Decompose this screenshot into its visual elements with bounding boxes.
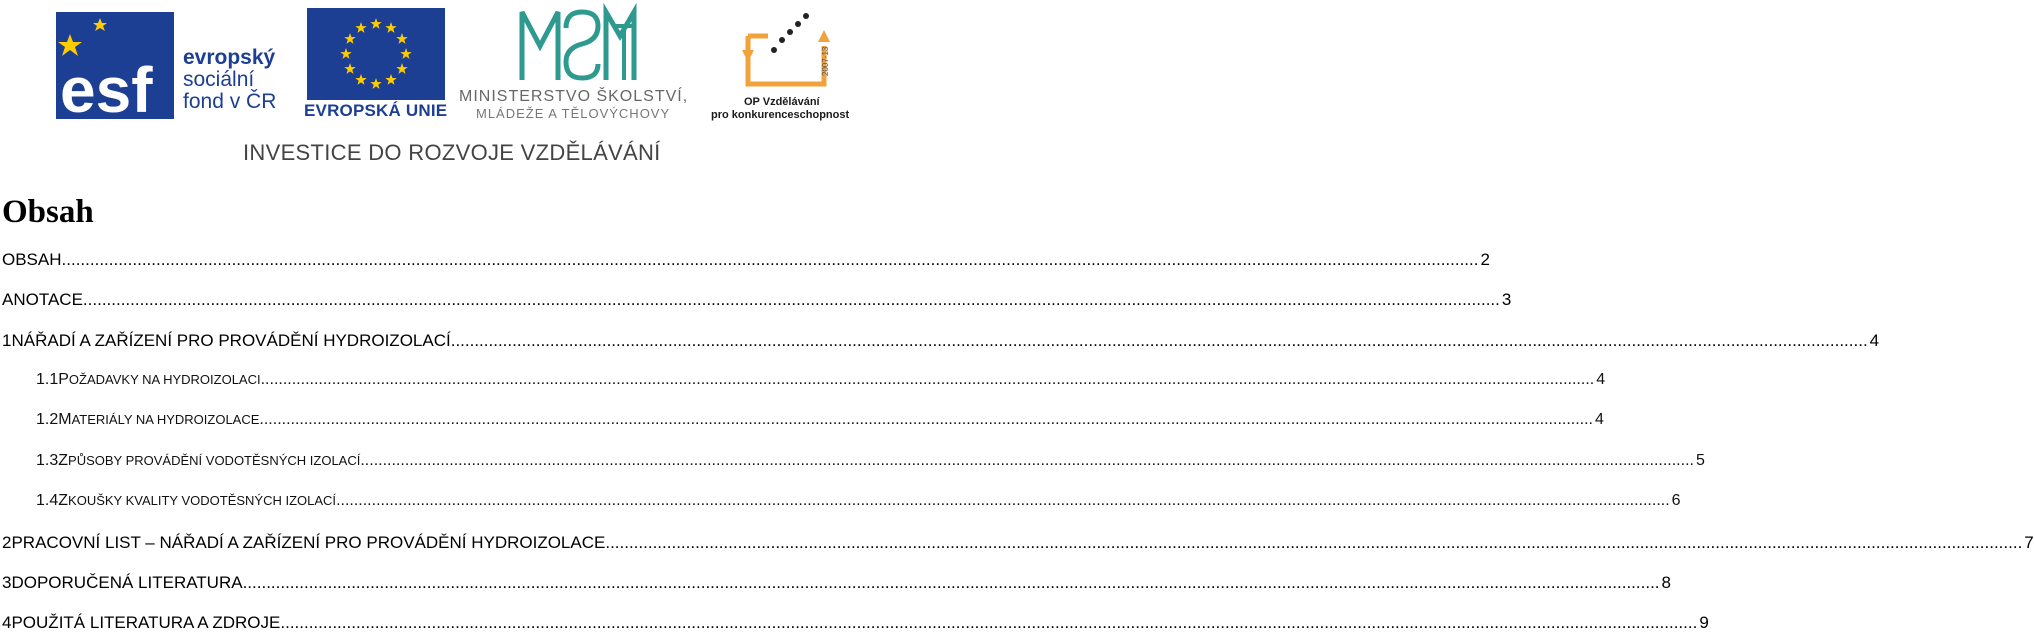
toc-title: OBSAH <box>2 250 62 269</box>
eu-star <box>385 74 396 85</box>
eu-star <box>396 63 407 74</box>
toc-page: 8 <box>1661 573 1671 592</box>
msmt-logo-mark <box>518 6 638 86</box>
esf-logo-mark <box>56 12 174 126</box>
toc-entry-chapter-1[interactable] <box>2 331 1880 351</box>
toc-leader: ............................................................................................................................................................................................................................................................................................................ <box>61 250 1479 269</box>
toc-entry-section-1-4[interactable] <box>2 492 1681 512</box>
eu-star <box>370 78 381 89</box>
eu-star <box>400 48 411 59</box>
toc-page: 4 <box>1596 371 1606 388</box>
toc-leader: ............................................................................................................................................................................................................................................................................................................ <box>450 331 1868 350</box>
op-line-2: pro konkurenceschopnost <box>711 109 850 121</box>
toc-leader: ............................................................................................................................................................................................................................................................................................................ <box>82 290 1500 309</box>
toc-title: ANOTACE <box>2 290 83 309</box>
msmt-line-2: MLÁDEŽE A TĚLOVÝCHOVY <box>476 106 671 121</box>
eu-star <box>370 18 381 29</box>
toc-leader: ............................................................................................................................................................................................................................................................................................................ <box>259 411 1593 428</box>
toc-leader: ............................................................................................................................................................................................................................................................................................................ <box>336 492 1670 509</box>
toc-title: PRACOVNÍ LIST – NÁŘADÍ A ZAŘÍZENÍ PRO PROVÁDĚNÍ HYDROIZOLACE <box>11 533 606 552</box>
toc-leader: ............................................................................................................................................................................................................................................................................................................ <box>605 533 2023 552</box>
eu-star <box>355 74 366 85</box>
toc-entry-chapter-2[interactable] <box>2 533 2034 553</box>
toc-page: 9 <box>1699 613 1709 632</box>
eu-star <box>385 22 396 33</box>
toc-entry-section-1-1[interactable] <box>2 371 1606 391</box>
toc-page: 5 <box>1695 452 1705 469</box>
toc-page: 6 <box>1671 492 1681 509</box>
toc-entry-chapter-3[interactable] <box>2 573 1671 593</box>
toc-leader: ............................................................................................................................................................................................................................................................................................................ <box>242 573 1660 592</box>
toc-title: NÁŘADÍ A ZAŘÍZENÍ PRO PROVÁDĚNÍ HYDROIZOLACÍ <box>11 331 451 350</box>
esf-line-1: evropský <box>183 46 276 69</box>
toc-entry-chapter-4[interactable] <box>2 613 1709 633</box>
eu-star <box>396 33 407 44</box>
toc-entry-obsah[interactable] <box>2 250 1490 270</box>
toc-number: 1.4 <box>36 492 59 509</box>
toc-number: 2 <box>2 533 12 552</box>
toc-page: 4 <box>1595 411 1604 428</box>
eu-star <box>340 48 351 59</box>
toc-title: MATERIÁLY NA HYDROIZOLACE <box>58 411 260 428</box>
toc-entry-section-1-2[interactable] <box>2 411 1604 431</box>
toc-number: 4 <box>2 613 12 632</box>
page-heading: Obsah <box>2 194 94 230</box>
toc-title: POUŽITÁ LITERATURA A ZDROJE <box>11 613 281 632</box>
toc-page: 3 <box>1501 290 1512 309</box>
toc-title: DOPORUČENÁ LITERATURA <box>11 573 243 592</box>
toc-entry-anotace[interactable] <box>2 290 1512 310</box>
logo-banner <box>0 0 960 170</box>
toc-leader: ............................................................................................................................................................................................................................................................................................................ <box>360 452 1694 469</box>
eu-star <box>355 22 366 33</box>
toc-page: 2 <box>1480 250 1490 269</box>
toc-title: ZPŮSOBY PROVÁDĚNÍ VODOTĚSNÝCH IZOLACÍ <box>58 452 361 469</box>
eu-star <box>344 33 355 44</box>
toc-leader: ............................................................................................................................................................................................................................................................................................................ <box>260 371 1595 388</box>
toc-page: 7 <box>2024 533 2034 552</box>
msmt-line-1: MINISTERSTVO ŠKOLSTVÍ, <box>459 88 689 105</box>
toc-number: 3 <box>2 573 12 592</box>
toc-leader: ............................................................................................................................................................................................................................................................................................................ <box>280 613 1698 632</box>
esf-line-3: fond v ČR <box>183 90 277 113</box>
op-line-1: OP Vzdělávání <box>744 96 820 108</box>
esf-logo-text <box>183 47 303 113</box>
op-logo-mark <box>738 6 838 94</box>
eu-flag-logo <box>307 8 445 100</box>
toc-entry-section-1-3[interactable] <box>2 452 1705 472</box>
eu-star <box>344 63 355 74</box>
tagline: INVESTICE DO ROZVOJE VZDĚLÁVÁNÍ <box>243 140 661 165</box>
toc-number: 1.3 <box>36 452 59 469</box>
svg-text:esf: esf <box>60 54 153 126</box>
esf-line-2: sociální <box>183 68 255 91</box>
toc-title: ZKOUŠKY KVALITY VODOTĚSNÝCH IZOLACÍ <box>58 492 337 509</box>
toc-page: 4 <box>1869 331 1880 350</box>
eu-label: EVROPSKÁ UNIE <box>304 101 448 120</box>
op-years: 2007-13 <box>821 46 830 76</box>
toc-title: POŽADAVKY NA HYDROIZOLACI <box>58 371 261 388</box>
toc-number: 1.2 <box>36 411 59 428</box>
toc-number: 1 <box>2 331 12 350</box>
toc-number: 1.1 <box>36 371 59 388</box>
